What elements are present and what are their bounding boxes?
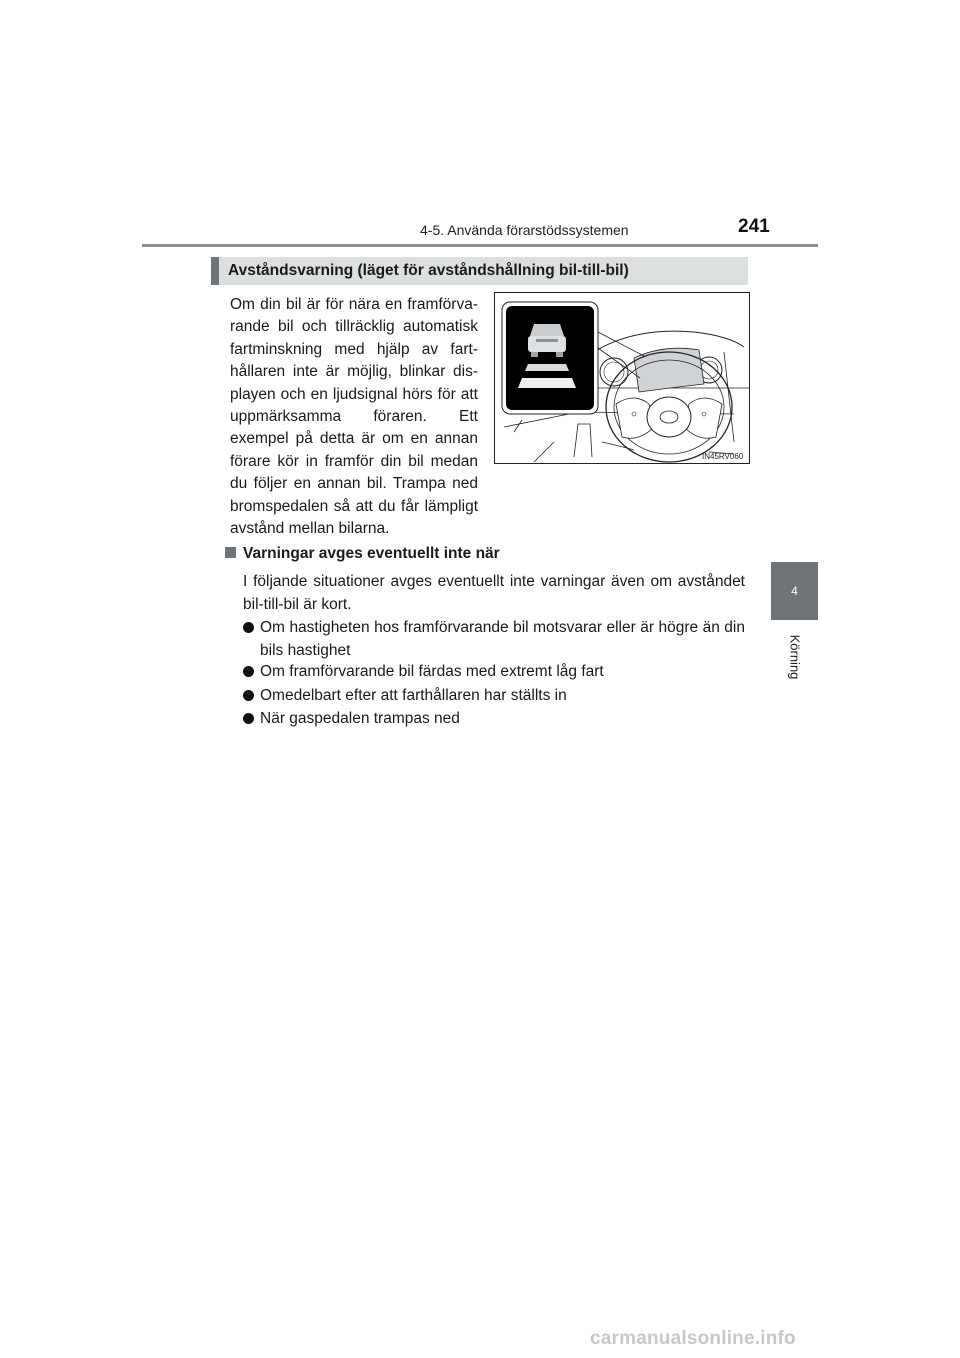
distance-warning-illustration	[494, 292, 750, 464]
figure-code: IN45RV060	[702, 452, 744, 461]
header-rule	[142, 244, 818, 247]
list-item-text: Om framförvarande bil färdas med extremt låg fart	[260, 663, 604, 680]
list-item	[243, 616, 745, 662]
bullet-dot-icon	[243, 622, 254, 633]
bullet-dot-icon	[243, 713, 254, 724]
list-item-text: Omedelbart efter att farthållaren har ställts in	[260, 687, 567, 704]
bullet-dot-icon	[243, 666, 254, 677]
list-item	[243, 684, 745, 707]
chapter-number: 4	[791, 584, 798, 598]
bullet-dot-icon	[243, 690, 254, 701]
page-number: 241	[738, 216, 770, 237]
section-heading: Avståndsvarning (läget för avståndshållning bil-till-bil)	[228, 262, 629, 279]
watermark: carmanualsonline.info	[590, 1328, 796, 1349]
subsection-paragraph: I följande situationer avges eventuellt inte varningar även om avståndet bil-till-bil är kort.	[243, 573, 745, 613]
chapter-label: Körning	[787, 634, 802, 680]
chapter-label-container	[771, 622, 818, 692]
section-heading-bar	[211, 257, 748, 285]
list-item-text: Om hastigheten hos framförvarande bil motsvarar eller är högre än din bils hastighet	[260, 619, 745, 659]
subsection-heading	[225, 545, 500, 563]
dashboard-illustration	[494, 292, 750, 464]
subsection-heading-text: Varningar avges eventuellt inte när	[243, 545, 500, 562]
square-bullet-icon	[225, 547, 236, 558]
section-heading-accent	[211, 257, 219, 285]
header-section-title: 4-5. Använda förarstödssystemen	[420, 222, 629, 238]
list-item	[243, 707, 745, 730]
intro-paragraph: Om din bil är för nära en framförvarande bil och tillräcklig automatisk fartminskning med hjälp av farthållaren inte är möjlig, blinkar displayen och en ljudsignal hörs för att uppmärksamma föraren. Ett exempel på detta är om en annan förare kör in framför din bil medan du följer en annan bil. Trampa ned bromspedalen så att du får lämpligt avstånd mellan bilarna.	[230, 296, 478, 538]
chapter-tab[interactable]	[771, 562, 818, 620]
list-item-text: När gaspedalen trampas ned	[260, 710, 460, 727]
list-item	[243, 660, 745, 683]
